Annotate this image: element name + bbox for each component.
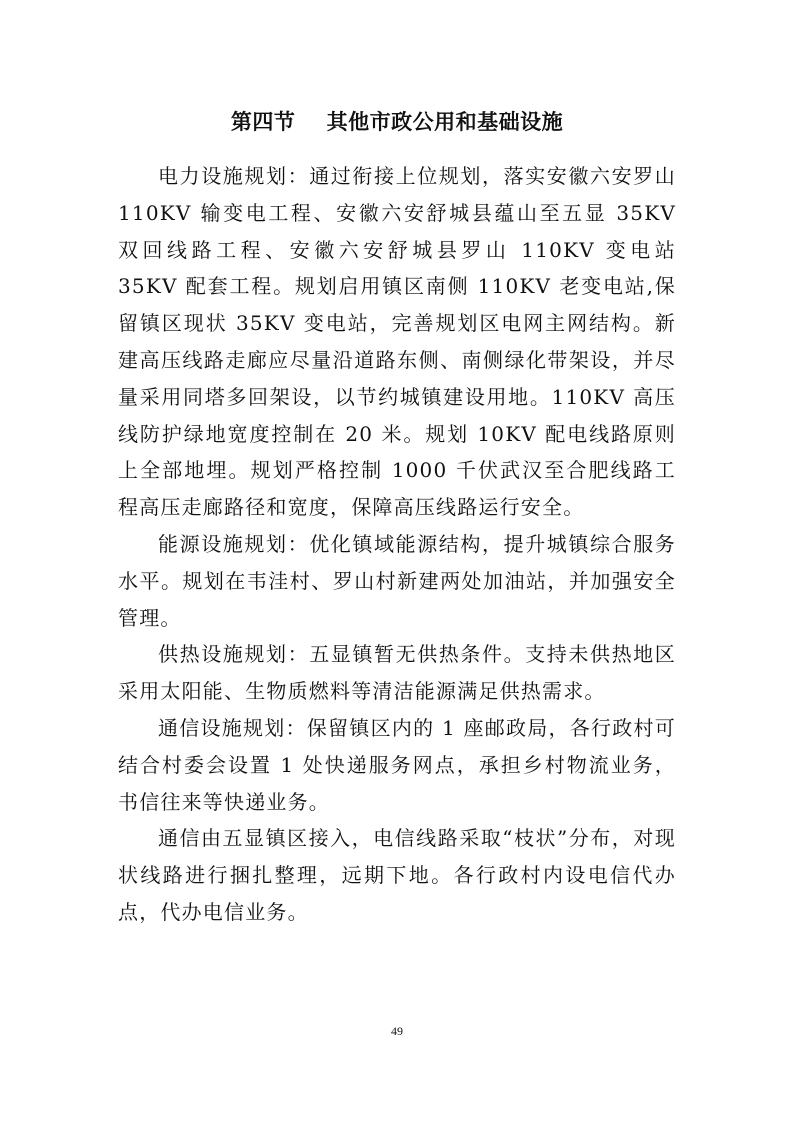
paragraph-telecom-access: 通信由五显镇区接入，电信线路采取“枝状”分布，对现状线路进行捆扎整理，远期下地。各行政村内设电信代办点，代办电信业务。: [118, 826, 676, 924]
page-number: 49: [391, 1024, 403, 1038]
paragraph-energy-facilities: 能源设施规划：优化镇域能源结构，提升城镇综合服务水平。规划在韦洼村、罗山村新建两处加油站，并加强安全管理。: [118, 531, 676, 630]
paragraph-power-facilities: 电力设施规划：通过衔接上位规划，落实安徽六安罗山 110KV 输变电工程、安徽六安舒城县蕴山至五显 35KV 双回线路工程、安徽六安舒城县罗山 110KV 变电站 35KV 配套工程。规划启用镇区南侧 110KV 老变电站,保留镇区现状 35KV 变电站，完善规划区电网主网结构。新建高压线路走廊应尽量沿道路东侧、南侧绿化带架设，并尽量采用同塔多回架设，以节约城镇建设用地。110KV 高压线防护绿地宽度控制在 20 米。规划 10KV 配电线路原则上全部地埋。规划严格控制 1000 千伏武汉至合肥线路工程高压走廊路径和宽度，保障高压线路运行安全。: [118, 164, 676, 520]
paragraph-heating-facilities: 供热设施规划：五显镇暂无供热条件。支持未供热地区采用太阳能、生物质燃料等清洁能源满足供热需求。: [118, 642, 676, 704]
paragraph-communication-facilities: 通信设施规划：保留镇区内的 1 座邮政局，各行政村可结合村委会设置 1 处快递服务网点，承担乡村物流业务，书信往来等快递业务。: [118, 715, 676, 814]
body-text: [118, 158, 676, 931]
section-title: 第四节 其他市政公用和基础设施: [230, 110, 564, 134]
